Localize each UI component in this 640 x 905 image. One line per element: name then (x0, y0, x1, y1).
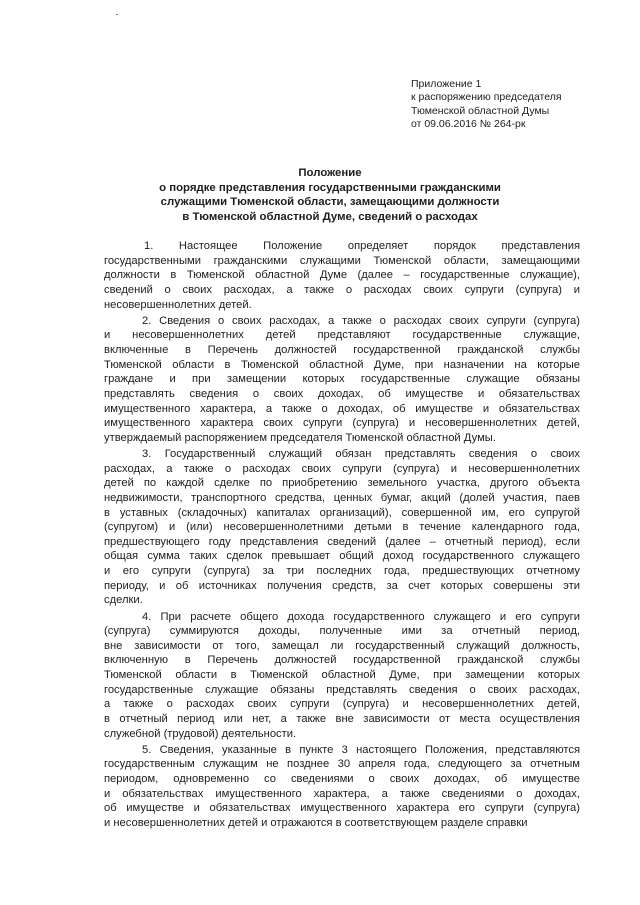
paragraph-line: несовершеннолетних детей. (104, 298, 252, 311)
paragraph-line: вне зависимости от того, замещал ли государственный служащий должность, (104, 639, 580, 652)
paragraph-line: в отчетный период или нет, а также вне зависимости от места осуществления (104, 713, 580, 725)
title-line: служащими Тюменской области, замещающими должности (160, 196, 500, 209)
paragraph-line: 2. Сведения о своих расходах, а также о расходах своих супруги (супруга) (142, 314, 580, 327)
paragraph-line: имущественного характера, а также о доходах, об имуществе и обязательствах (104, 402, 580, 415)
paragraph-line: и его супруги (супруга) за три последних года, предшествующих отчетному (104, 565, 580, 578)
paragraph-line: периодом, одновременно со сведениями о своих доходах, об имуществе (104, 773, 580, 786)
paragraph-line: включенную в Перечень должностей государственной гражданской службы (104, 654, 580, 667)
paragraph-line: и несовершеннолетних детей и отражаются в соответствующем разделе справки (104, 816, 528, 829)
paragraph-line: и несовершеннолетних детей представляют государственные служащие, (104, 329, 580, 342)
paragraph-line: сведений о своих расходах, а также о расходах своих супруги (супруга) и (104, 283, 580, 296)
paragraph-line: расходах, а также о расходах своих супруги (супруга) и несовершеннолетних (104, 462, 580, 475)
paragraph-line: (супругом) и (или) несовершеннолетними детьми в течение календарного года, (104, 521, 580, 534)
appendix-stamp (411, 78, 611, 131)
paragraph-line: общая сумма таких сделок превышает общий доход государственного служащего (104, 550, 580, 563)
paragraph-line: имущественного характера своих супруги (супруга) и несовершеннолетних детей, (104, 417, 580, 430)
document-title (100, 166, 560, 224)
paragraph-line: сделки. (104, 594, 143, 607)
paragraph-line: государственными гражданскими служащими Тюменской области, замещающими (104, 254, 580, 267)
paragraph-line: недвижимости, транспортного средства, ценных бумаг, акций (долей участия, паев (104, 491, 580, 504)
paragraph-2 (104, 314, 580, 446)
paragraph-line: утверждаемый распоряжением председателя Тюменской областной Думы. (104, 431, 496, 444)
paragraph-line: граждане и при замещении которых государственные служащие обязаны (104, 373, 580, 386)
paragraph-line: государственные служащие обязаны представлять сведения о своих расходах, (104, 683, 580, 696)
title-line: в Тюменской областной Думе, сведений о расходах (182, 210, 478, 223)
paragraph-line: и обязательствах имущественного характера, а также сведениями о доходах, (104, 787, 580, 800)
paragraph-line: в уставных (складочных) капиталах организаций), совершенной им, его супругой (104, 506, 580, 519)
stamp-line: Тюменской областной Думы (411, 104, 550, 117)
paragraph-line: 4. При расчете общего дохода государственного служащего и его супруги (142, 610, 580, 623)
paragraph-line: 5. Сведения, указанные в пункте 3 настоящего Положения, представляются (142, 743, 580, 756)
document-body (104, 239, 580, 832)
title-line: Положение (298, 167, 362, 179)
paragraph-line: служебной (трудовой) деятельности. (104, 727, 297, 740)
paragraph-line: включенные в Перечень должностей государственной гражданской службы (104, 343, 580, 356)
paragraph-line: государственным служащим не позднее 30 апреля года, следующего за отчетным (104, 758, 580, 771)
paragraph-1 (104, 239, 580, 312)
paragraph-line: периоду, и об источниках получения средств, за счет которых совершены эти (104, 579, 580, 592)
paragraph-line: должности в Тюменской областной Думе (далее – государственные служащие), (104, 269, 580, 282)
stamp-line: к распоряжению председателя (411, 91, 562, 104)
paragraph-line: предшествующего году представления сведений (далее – отчетный период), если (104, 535, 580, 548)
scan-mark (116, 14, 118, 15)
paragraph-line: 1. Настоящее Положение определяет порядок представления (144, 240, 580, 252)
paragraph-5 (104, 743, 580, 831)
stamp-line: от 09.06.2016 № 264-рк (411, 117, 526, 130)
paragraph-line: об имуществе и обязательствах имущественного характера его супруги (супруга) (104, 802, 580, 815)
paragraph-line: Тюменской области в Тюменской областной Думе, при замещении которых (104, 669, 580, 682)
title-line: о порядке представления государственными гражданскими (159, 181, 501, 194)
paragraph-line: представлять сведения о своих доходах, об имуществе и обязательствах (104, 387, 580, 400)
paragraph-line: 3. Государственный служащий обязан представлять сведения о своих (142, 447, 580, 460)
stamp-line: Приложение 1 (411, 78, 482, 90)
paragraph-3 (104, 447, 580, 608)
paragraph-line: детей по каждой сделке по приобретению земельного участка, другого объекта (104, 477, 580, 490)
paragraph-4 (104, 610, 580, 742)
paragraph-line: а также о расходах своих супруги (супруга) и несовершеннолетних детей, (104, 698, 580, 711)
paragraph-line: Тюменской области в Тюменской областной Думе, при назначении на которые (104, 358, 580, 371)
paragraph-line: (супруга) суммируются доходы, полученные ими за отчетный период, (104, 625, 580, 638)
